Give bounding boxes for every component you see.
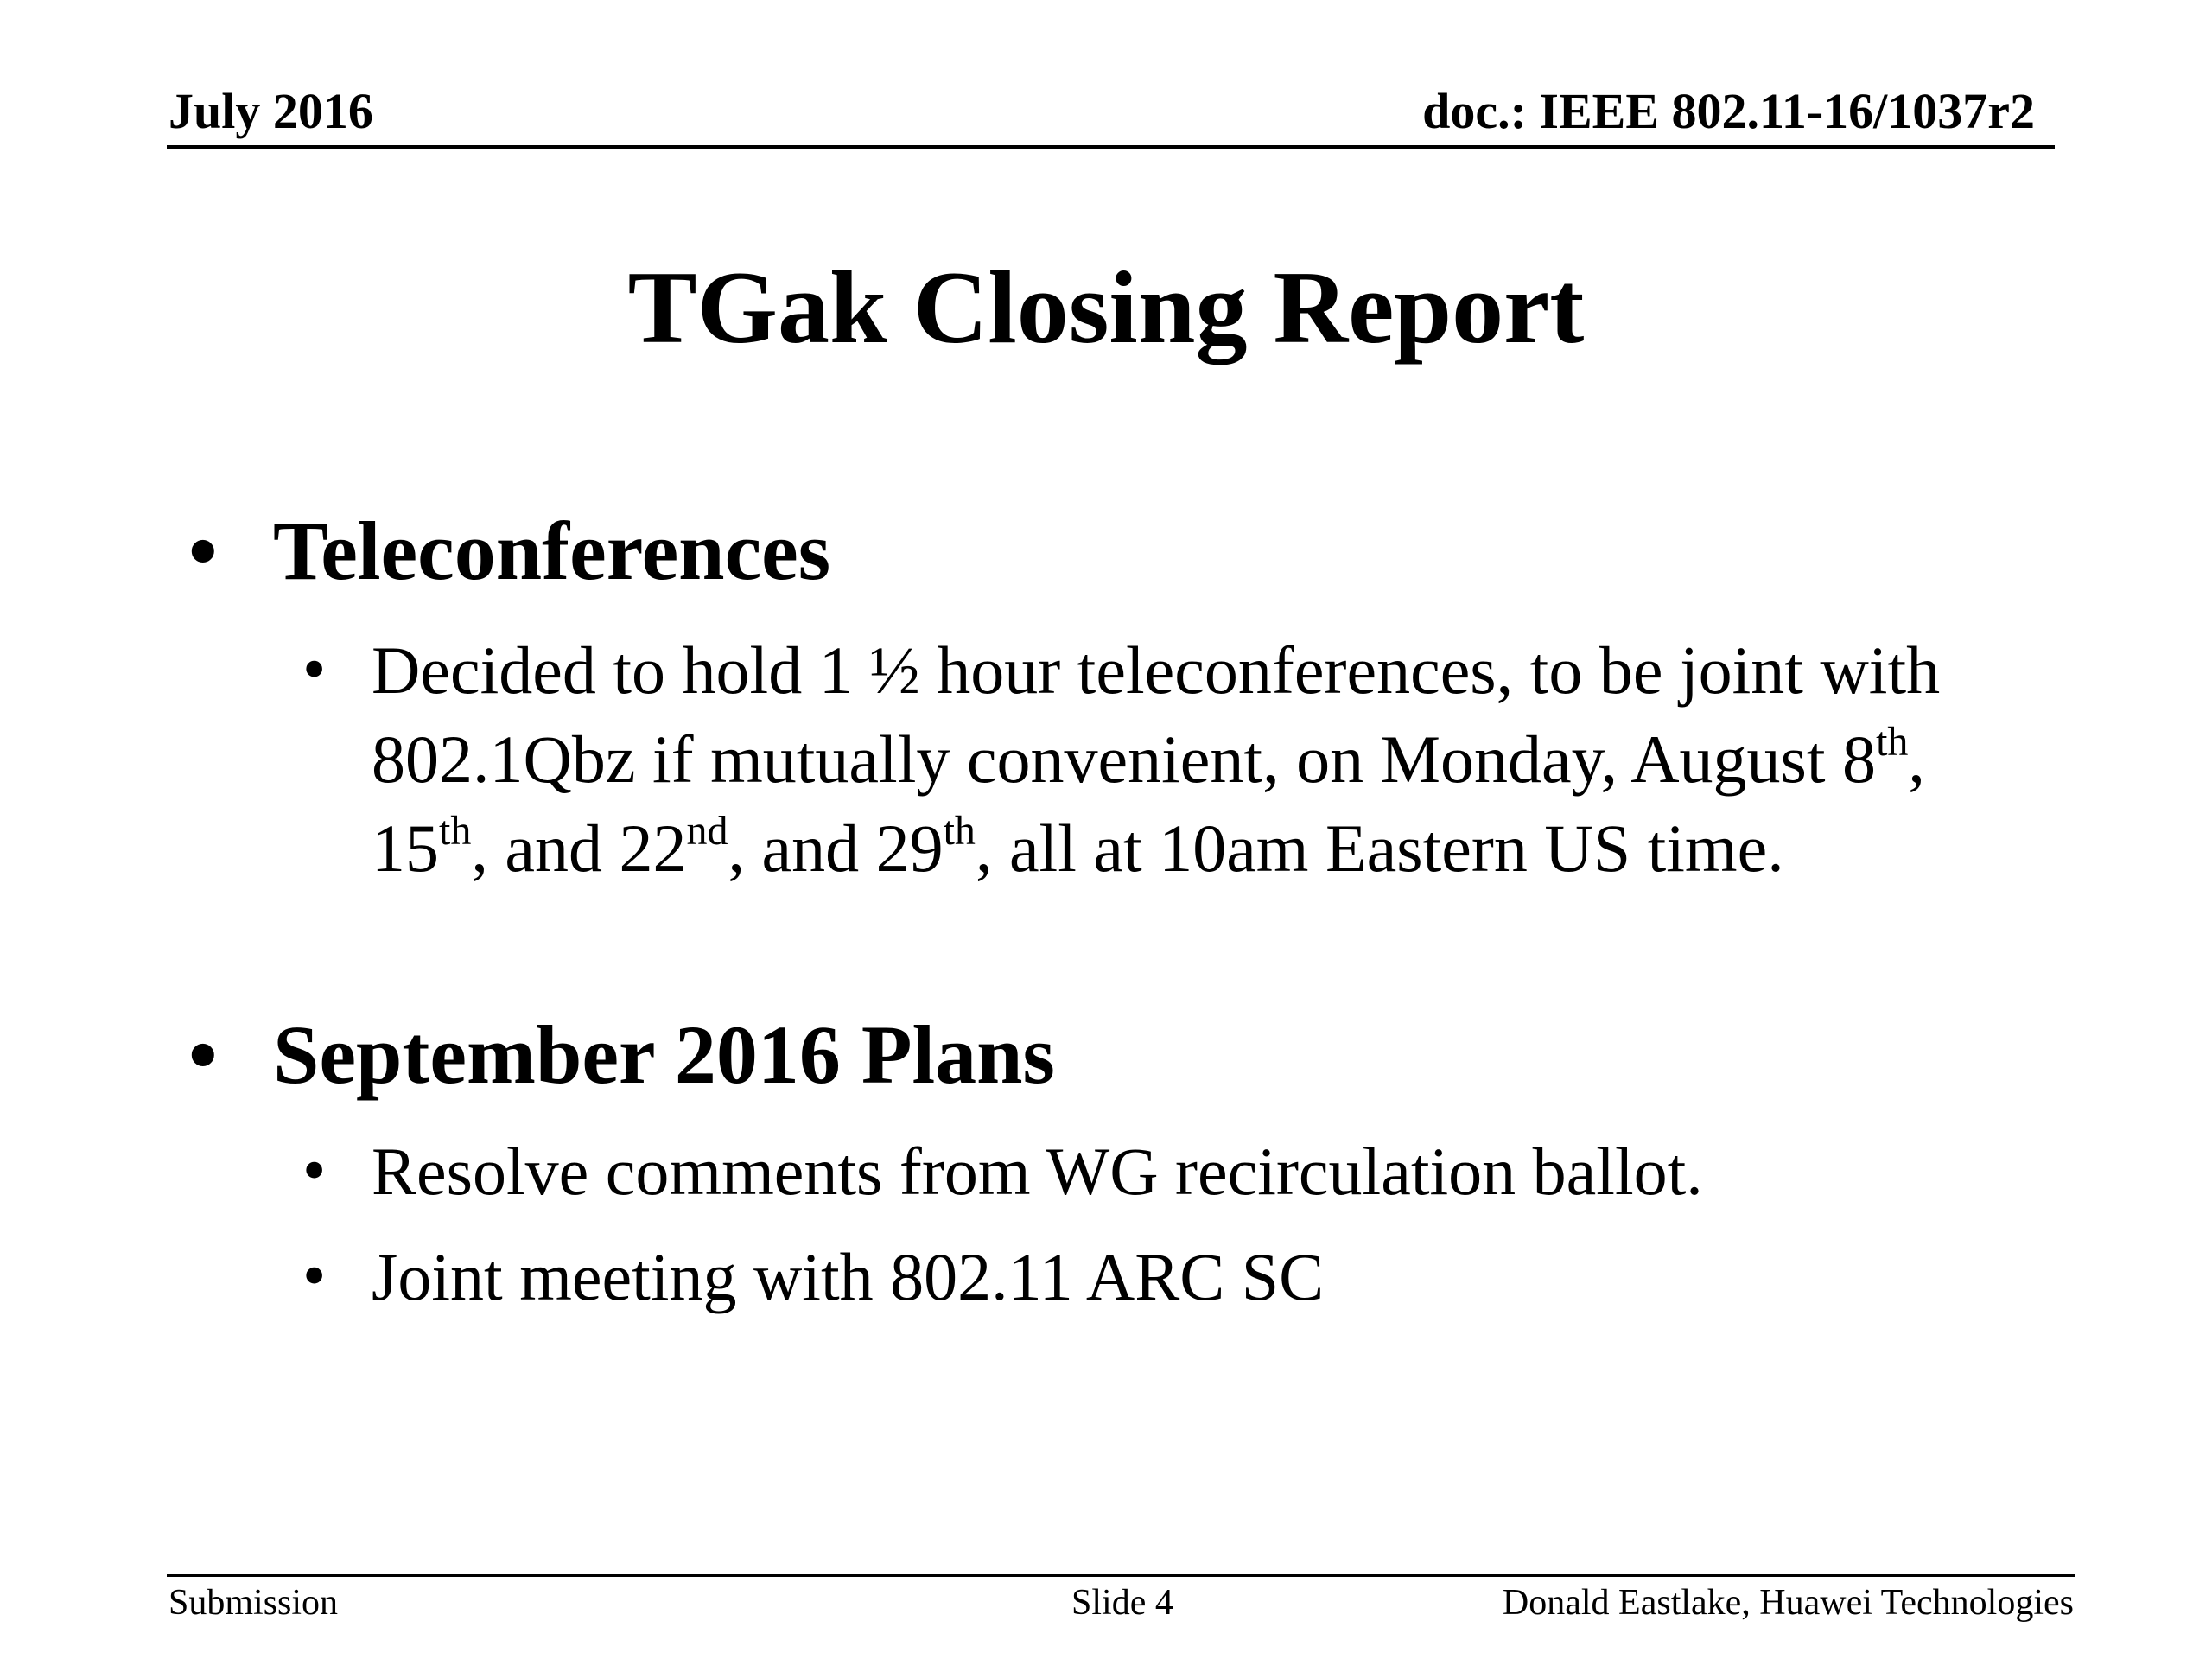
- ordinal-suffix: th: [943, 808, 976, 854]
- item-text: Decided to hold 1 ½ hour teleconferences, to be joint with 802.1Qbz if mutually convenient, on Monday, August 8: [372, 632, 1941, 797]
- bullet-icon: •: [302, 1237, 327, 1313]
- header-date: July 2016: [168, 83, 373, 139]
- item-text: , and 22: [471, 810, 687, 886]
- list-item-joint-meeting: Joint meeting with 802.11 ARC SC: [372, 1239, 1325, 1314]
- header-doc-id: doc.: IEEE 802.11-16/1037r2: [1422, 83, 2035, 139]
- item-text: , all at 10am Eastern US time.: [975, 810, 1784, 886]
- bullet-icon: •: [302, 631, 327, 706]
- slide-title: TGak Closing Report: [627, 250, 1585, 365]
- bullet-icon: •: [188, 1008, 218, 1101]
- bullet-icon: •: [188, 505, 218, 597]
- header-divider: [167, 145, 2055, 149]
- footer-slide-number: Slide 4: [1071, 1583, 1173, 1623]
- item-text: , and 29: [728, 810, 944, 886]
- ordinal-suffix: nd: [686, 808, 728, 854]
- footer-submission: Submission: [168, 1583, 339, 1623]
- list-item-teleconference-schedule: [372, 626, 2048, 893]
- section-heading-september-plans: September 2016 Plans: [273, 1008, 1055, 1101]
- footer-divider: [167, 1574, 2075, 1577]
- list-item-resolve-comments: Resolve comments from WG recirculation ballot.: [372, 1134, 1703, 1209]
- footer-author: Donald Eastlake, Huawei Technologies: [1502, 1583, 2074, 1623]
- section-heading-teleconferences: Teleconferences: [273, 505, 831, 597]
- ordinal-suffix: th: [439, 808, 472, 854]
- bullet-icon: •: [302, 1132, 327, 1207]
- ordinal-suffix: th: [1876, 719, 1909, 765]
- item-text: , 15: [372, 721, 1925, 886]
